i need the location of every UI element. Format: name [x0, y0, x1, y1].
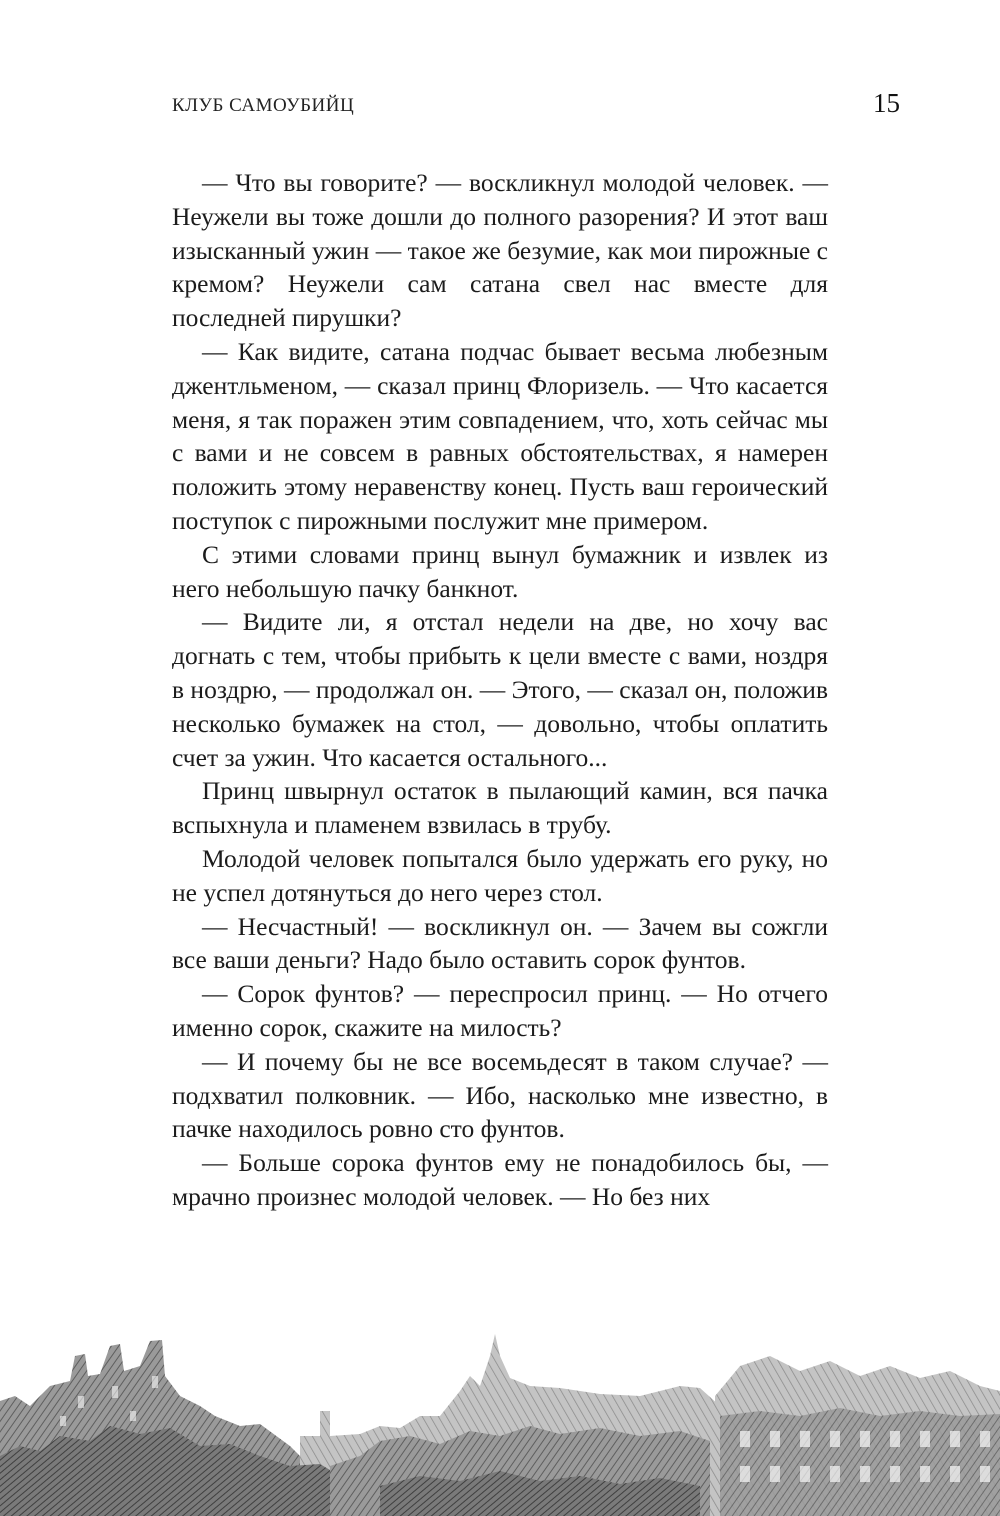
page-number: 15 [873, 88, 900, 118]
running-title: КЛУБ САМОУБИЙЦ [172, 95, 355, 116]
paragraph: С этими словами принц вынул бумажник и извлек из него небольшую пачку банкнот. [172, 539, 828, 603]
paragraph: Молодой человек попытался было удержать его руку, но не успел дотянуться до него через стол. [172, 843, 828, 907]
paragraph: — Больше сорока фунтов ему не понадобилось бы, — мрачно произнес молодой человек. — Но без них [172, 1148, 828, 1211]
page-header [172, 90, 900, 130]
paragraph: — Видите ли, я отстал недели на две, но хочу вас догнать с тем, чтобы прибыть к цели вместе с вами, ноздря в ноздрю, — продолжал он. — Этого, — сказал он, положив несколько бумажек на стол, — довольно, чтобы оплатить счет за ужин. Что касается остального... [172, 607, 828, 772]
paragraph: — Сорок фунтов? — переспросил принц. — Но отчего именно сорок, скажите на милость? [172, 979, 828, 1042]
city-skyline-illustration [0, 1316, 1000, 1516]
body-text [172, 166, 828, 1214]
paragraph: — Как видите, сатана подчас бывает весьма любезным джентльменом, — сказал принц Флоризель. — Что касается меня, я так поражен этим совпадением, что, хоть сейчас мы с вами и не совсем в равных обстоятельствах, я намерен положить этому неравенству конец. Пусть ваш героический поступок с пирожными послужит мне примером. [172, 336, 828, 535]
paragraph: — Несчастный! — воскликнул он. — Зачем вы сожгли все ваши деньги? Надо было оставить сорок фунтов. [172, 911, 828, 975]
paragraph: — И почему бы не все восемьдесят в таком случае? — подхватил полковник. — Ибо, насколько мне известно, в пачке находилось ровно сто фунтов. [172, 1046, 828, 1144]
paragraph: — Что вы говорите? — воскликнул молодой человек. — Неужели вы тоже дошли до полного разорения? И этот ваш изысканный ужин — такое же безумие, как мои пирожные с кремом? Неужели сам сатана свел нас вместе для последней пирушки? [172, 168, 828, 333]
paragraph: Принц швырнул остаток в пылающий камин, вся пачка вспыхнула и пламенем взвилась в трубу. [172, 776, 828, 840]
